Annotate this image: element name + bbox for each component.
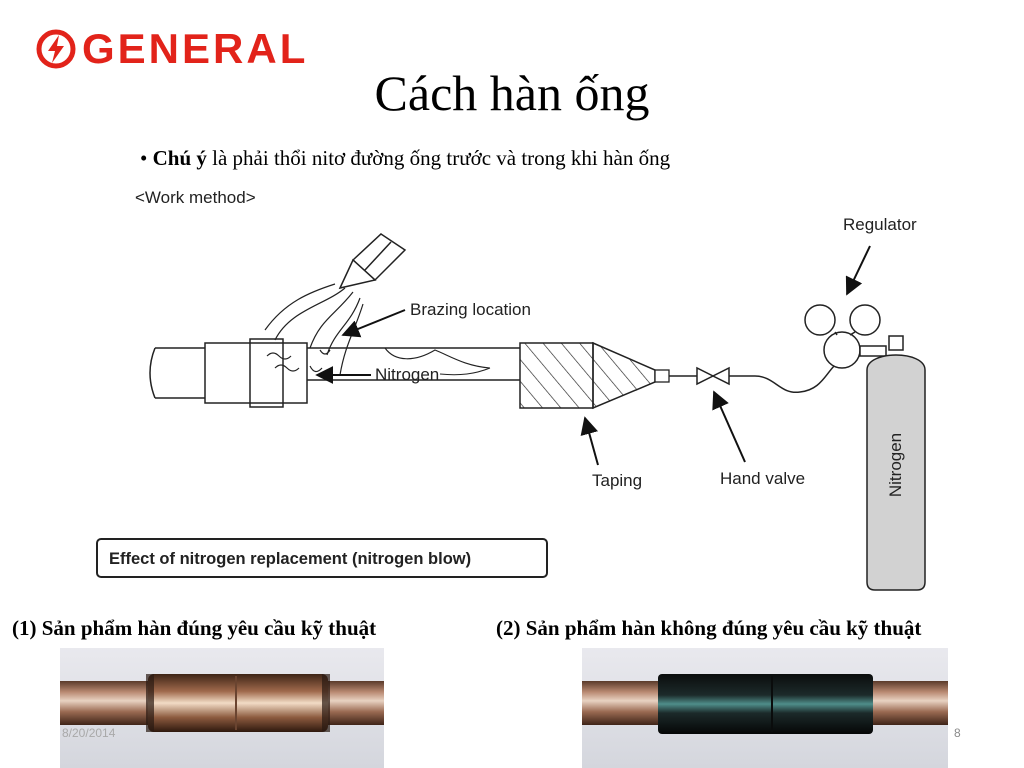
hose-fitting xyxy=(655,370,669,382)
page-number: 8 xyxy=(954,726,961,740)
bullet-marker: • xyxy=(140,146,153,170)
hand-valve-arrow xyxy=(714,392,745,462)
logo-text: GENERAL xyxy=(82,25,309,72)
caption-good: (1) Sản phẩm hàn đúng yêu cầu kỹ thuật xyxy=(12,616,377,640)
bullet-text: là phải thổi nitơ đường ống trước và trong khi hàn ống xyxy=(206,146,671,170)
copper-pipe xyxy=(150,339,520,407)
taping-label: Taping xyxy=(592,471,643,490)
caption-bad: (2) Sản phẩm hàn không đúng yêu cầu kỹ thuật xyxy=(496,616,922,640)
bad-braze-photo xyxy=(582,648,948,768)
nitrogen-flow-label: Nitrogen xyxy=(375,365,440,384)
brazing-torch xyxy=(340,234,405,288)
slide-title: Cách hàn ống xyxy=(374,65,650,121)
work-method-label: <Work method> xyxy=(135,188,256,207)
flame-wisps xyxy=(265,284,363,375)
bullet-note xyxy=(140,146,670,171)
hand-valve-icon xyxy=(697,368,729,384)
valve-hose xyxy=(729,365,835,392)
regulator-arrow xyxy=(847,246,870,294)
bullet-bold: Chú ý xyxy=(152,146,207,170)
cylinder-label: Nitrogen xyxy=(886,432,905,498)
work-method-diagram xyxy=(95,180,1024,600)
general-logo-icon xyxy=(36,29,76,69)
slide-date: 8/20/2014 xyxy=(62,726,116,740)
taping-arrow xyxy=(585,418,598,465)
hand-valve-label: Hand valve xyxy=(720,469,806,488)
regulator-icon xyxy=(805,305,886,368)
regulator-label: Regulator xyxy=(843,215,917,234)
brazing-location-label: Brazing location xyxy=(410,300,531,319)
taping-cone xyxy=(593,343,655,408)
taping xyxy=(520,343,593,408)
effect-box-text: Effect of nitrogen replacement (nitrogen blow) xyxy=(109,550,472,568)
good-braze-photo xyxy=(60,648,384,768)
